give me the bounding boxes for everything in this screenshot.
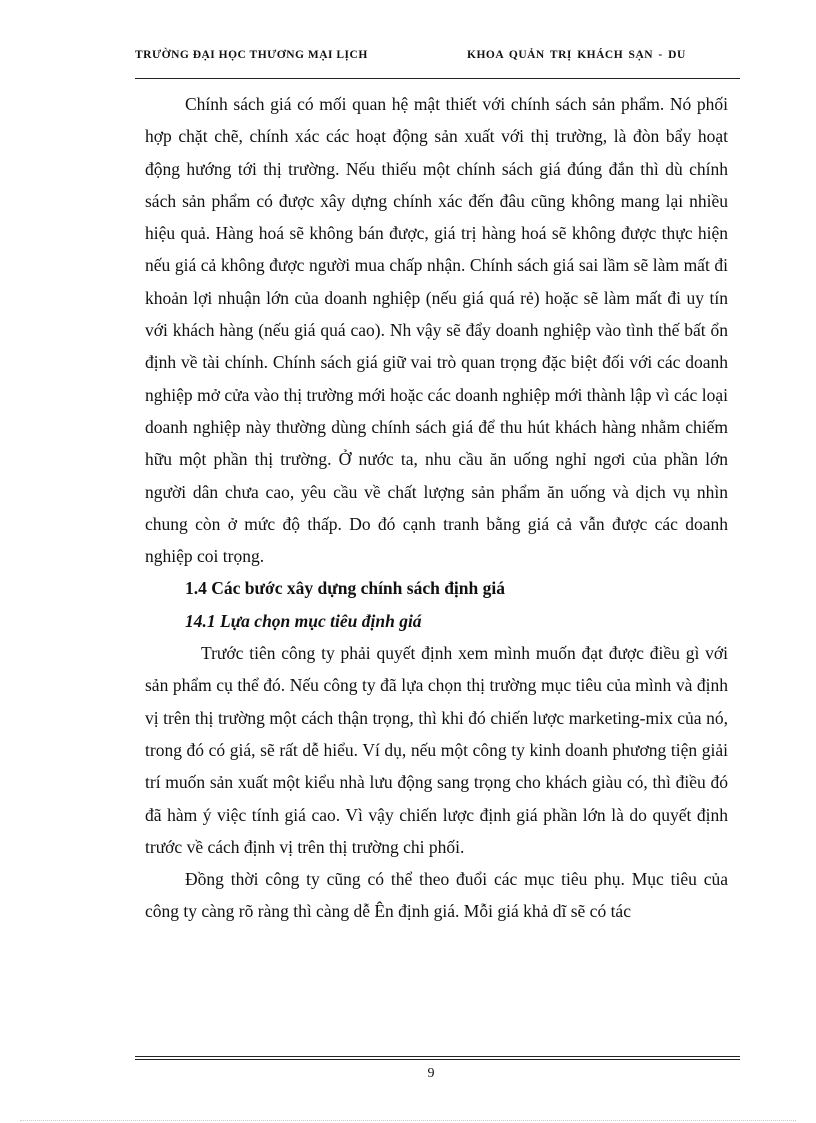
header-divider xyxy=(135,78,740,79)
paragraph-pricing-objectives: Trước tiên công ty phải quyết định xem mình muốn đạt được điều gì với sản phẩm cụ thể đó. Nếu công ty đã lựa chọn thị trường mục tiêu của mình và định vị trên thị trường một cách thận trọng, thì khi đó chiến lược marketing-mix của nó, trong đó có giá, sẽ rất dễ hiểu. Ví dụ, nếu một công ty kinh doanh phương tiện giải trí muốn sản xuất một kiểu nhà lưu động sang trọng cho khách giàu có, thì điều đó đã hàm ý việc tính giá cao. Vì vậy chiến lược định giá phần lớn là do quyết định trước về cách định vị trên thị trường chi phối. xyxy=(145,643,728,857)
subsection-heading-1-4-1: 14.1 Lựa chọn mục tiêu định giá xyxy=(185,610,422,631)
page-number: 9 xyxy=(427,1066,435,1081)
footer-divider-top xyxy=(135,1056,740,1057)
page-bottom-edge xyxy=(20,1120,796,1121)
body-text xyxy=(145,88,728,928)
paragraph-pricing-policy-role: Chính sách giá có mối quan hệ mật thiết với chính sách sản phẩm. Nó phối hợp chặt chẽ, chính xác các hoạt động sản xuất với thị trường, là đòn bẩy hoạt động hướng tới thị trường. Nếu thiếu một chính sách giá đúng đắn thì dù chính sách sản phẩm có được xây dựng chính xác đến đâu cũng không mang lại nhiều hiệu quả. Hàng hoá sẽ không bán được, giá trị hàng hoá sẽ không được thực hiện nếu giá cả không được người mua chấp nhận. Chính sách giá sai lầm sẽ làm mất đi khoản lợi nhuận lớn của doanh nghiệp (nếu giá quá rẻ) hoặc sẽ làm mất đi uy tín với khách hàng (nếu giá quá cao). Nh vậy sẽ đẩy doanh nghiệp vào tình thế bất ổn định về tài chính. Chính sách giá giữ vai trò quan trọng đặc biệt đối với các doanh nghiệp mở cửa vào thị trường mới hoặc các doanh nghiệp mới thành lập vì các loại doanh nghiệp này thường dùng chính sách giá để thu hút khách hàng nhằm chiếm hữu một phần thị trường. Ở nước ta, nhu cầu ăn uống nghỉ ngơi của phần lớn người dân chưa cao, yêu cầu về chất lượng sản phẩm ăn uống và dịch vụ nhìn chung còn ở mức độ thấp. Do đó cạnh tranh bằng giá cả vẫn được các doanh nghiệp coi trọng. xyxy=(145,94,728,567)
footer-divider-bottom xyxy=(135,1059,740,1060)
paragraph-secondary-objectives: Đồng thời công ty cũng có thể theo đuổi các mục tiêu phụ. Mục tiêu của công ty càng rõ ràng thì càng dễ Ên định giá. Mỗi giá khả dĩ sẽ có tác xyxy=(145,869,728,922)
section-heading-1-4: 1.4 Các bước xây dựng chính sách định giá xyxy=(185,578,505,599)
header-faculty-name: KHOA QUẢN TRỊ KHÁCH SẠN - DU xyxy=(467,49,686,61)
header-university-name: TRƯỜNG ĐẠI HỌC THƯƠNG MẠI LỊCH xyxy=(135,49,368,61)
